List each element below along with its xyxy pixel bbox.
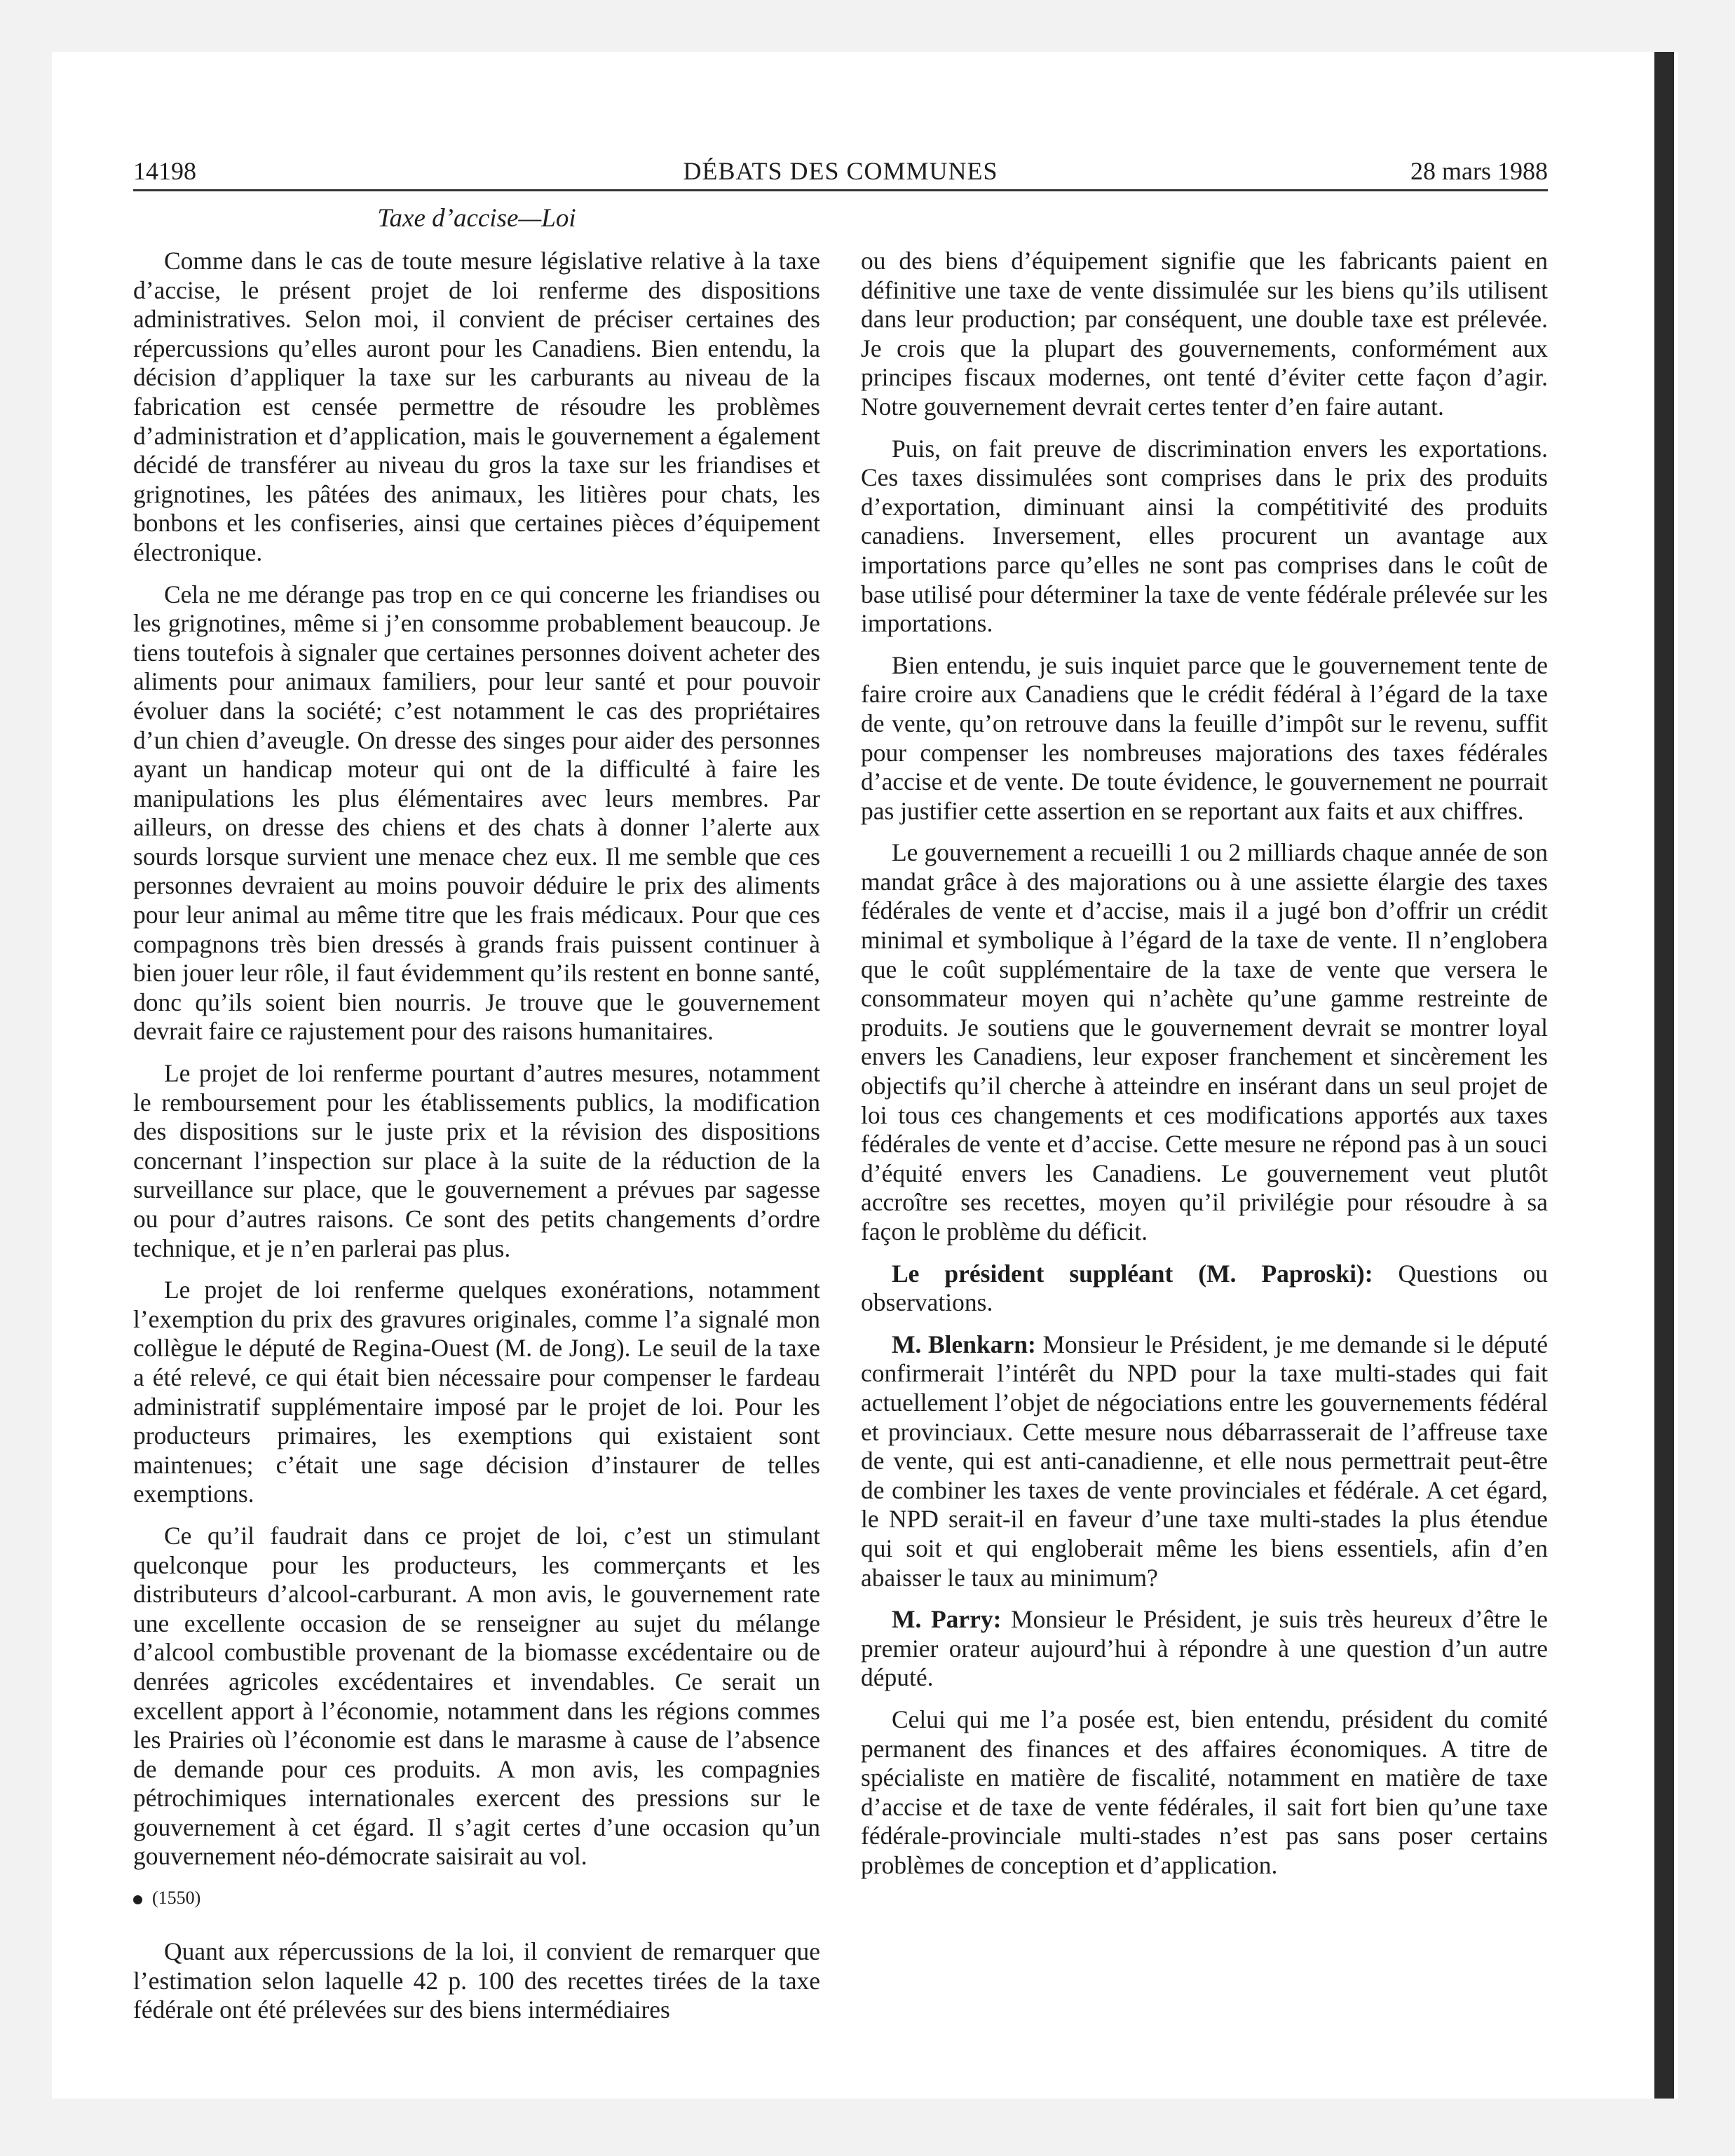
paragraph: Le projet de loi renferme pourtant d’autres mesures, notamment le remboursement pour les établissements publics, la modification des dispositions sur le juste prix et la révision des dispositions concernant l’inspection sur place à la suite de la réduction de la surveillance sur place, que le gouvernement a prévues par sagesse ou pour d’autres raisons. Ce sont des petits changements d’ordre technique, et je n’en parlerai pas plus. — [133, 1059, 820, 1262]
paragraph: Ce qu’il faudrait dans ce projet de loi, c’est un stimulant quelconque pour les producteurs, les commerçants et les distributeurs d’alcool-carburant. A mon avis, le gouvernement rate une excellente occasion de se renseigner au sujet du mélange d’alcool combustible provenant de la biomasse excédentaire ou de denrées agricoles excédentaires et invendables. Ce serait un excellent apport à l’économie, notamment dans les régions commes les Prairies où l’économie est dans le marasme à cause de l’absence de demande pour ces produits. A mon avis, les compagnies pétrochimiques internationales exercent des pressions sur le gouvernement à cet égard. Il s’agit certes d’une occasion qu’un gouvernement néo-démocrate saisirait au vol. — [133, 1521, 820, 1871]
paragraph: Puis, on fait preuve de discrimination envers les exportations. Ces taxes dissimulées sont comprises dans le prix des produits d’exportation, diminuant ainsi la compétitivité des produits canadiens. Inversement, elles procurent un avantage aux importations parce qu’elles ne sont pas comprises dans le coût de base utilisé pour déterminer la taxe de vente fédérale prélevée sur les importations. — [861, 434, 1548, 638]
speech-text: Monsieur le Président, je me demande si le député confirmerait l’intérêt du NPD pour la taxe multi-stades qui fait actuellement l’objet de négociations entre les gouvernements fédéral et provinciaux. Cette mesure nous débarrasserait de l’affreuse taxe de vente, qui est anti-canadienne, et elle nous permettrait peut-être de combiner les taxes de vente provinciales et fédérale. A cet égard, le NPD serait-il en faveur d’une taxe multi-stades la plus étendue qui soit et qui engloberait même les biens essentiels, afin d’en abaisser le taux au minimum? — [861, 1330, 1548, 1592]
speech-paragraph — [861, 1330, 1548, 1592]
paragraph: Cela ne me dérange pas trop en ce qui concerne les friandises ou les grignotines, même si j’en consomme probablement beaucoup. Je tiens toutefois à signaler que certaines personnes doivent acheter des aliments pour animaux familiers, pour leur santé et pour pouvoir évoluer dans la société; c’est notamment le cas des propriétaires d’un chien d’aveugle. On dresse des singes pour aider des personnes ayant un handicap moteur qui ont de la difficulté à faire les manipulations les plus élémentaires avec leurs membres. Par ailleurs, on dresse des chiens et des chats à donner l’alerte aux sourds lorsque survient une menace chez eux. Il me semble que ces personnes devraient au moins pouvoir déduire le prix des aliments pour leur animal au même titre que les frais médicaux. Pour que ces compagnons très bien dressés à grands frais puissent continuer à bien jouer leur rôle, il faut évidemment qu’ils restent en bonne santé, donc qu’ils soient bien nourris. Je trouve que le gouvernement devrait faire ce rajustement pour des raisons humanitaires. — [133, 580, 820, 1046]
paragraph: Le gouvernement a recueilli 1 ou 2 milliards chaque année de son mandat grâce à des majorations ou à une assiette élargie des taxes fédérales de vente et d’accise, mais il a jugé bon d’offrir un crédit minimal et symbolique à l’égard de la taxe de vente. Il n’englobera que le coût supplémentaire de la taxe de vente que versera le consommateur moyen qui n’achète qu’une gamme restreinte de produits. Je soutiens que le gouvernement devrait se montrer loyal envers les Canadiens, leur exposer franchement et sincèrement les objectifs qu’il cherche à atteindre en insérant dans un seul projet de loi tous ces changements et ces modifications apportés aux taxes fédérales de vente et d’accise. Cette mesure ne répond pas à un souci d’équité envers les Canadiens. Le gouvernement veut plutôt accroître ses recettes, moyen qu’il privilégie pour résoudre à sa façon le problème du déficit. — [861, 838, 1548, 1246]
bullet-dot-icon — [133, 1895, 142, 1904]
speech-text: Questions ou observations. — [861, 1259, 1548, 1317]
speaker-name: M. Parry: — [892, 1605, 1002, 1634]
speech-text: Monsieur le Président, je suis très heureux d’être le premier orateur aujourd’hui à répondre à une question d’un autre député. — [861, 1605, 1549, 1692]
left-column — [133, 247, 820, 2025]
speaker-name: Le président suppléant (M. Paproski): — [892, 1259, 1373, 1288]
scan-edge-bar — [1654, 52, 1674, 2099]
time-marker — [133, 1884, 820, 1912]
page-number: 14198 — [133, 157, 196, 185]
paragraph: Comme dans le cas de toute mesure législative relative à la taxe d’accise, le présent projet de loi renferme des dispositions administratives. Selon moi, il convient de préciser certaines des répercussions qu’elles auront pour les Canadiens. Bien entendu, la décision d’appliquer la taxe sur les carburants au niveau de la fabrication est censée permettre de résoudre les problèmes d’administration et d’application, mais le gouvernement a également décidé de transférer au niveau du gros la taxe sur les friandises et grignotines, les pâtées des animaux, les litières pour chats, les bonbons et les confiseries, ainsi que certaines pièces d’équipement électronique. — [133, 247, 820, 566]
page-header — [133, 153, 1548, 191]
speech-paragraph — [861, 1605, 1548, 1693]
right-column — [861, 247, 1548, 1880]
speaker-name: M. Blenkarn: — [892, 1330, 1036, 1358]
paragraph: Celui qui me l’a posée est, bien entendu, président du comité permanent des finances et des affaires économiques. A titre de spécialiste en matière de fiscalité, notamment en matière de taxe d’accise et de taxe de vente fédérales, il sait fort bien qu’une taxe fédérale-provinciale multi-stades n’est pas sans poser certains problèmes de conception et d’application. — [861, 1705, 1548, 1879]
publication-date: 28 mars 1988 — [1410, 157, 1548, 185]
paragraph: Bien entendu, je suis inquiet parce que le gouvernement tente de faire croire aux Canadiens que le crédit fédéral à l’égard de la taxe de vente, qu’on retrouve dans la feuille d’impôt sur le revenu, suffit pour compenser les nombreuses majorations des taxes fédérales d’accise et de vente. De toute évidence, le gouvernement ne pourrait pas justifier cette assertion en se reportant aux faits et aux chiffres. — [861, 650, 1548, 825]
paragraph: Le projet de loi renferme quelques exonérations, notamment l’exemption du prix des gravures originales, comme l’a signalé mon collègue le député de Regina-Ouest (M. de Jong). Le seuil de la taxe a été relevé, ce qui était bien nécessaire pour compenser le fardeau administratif supplémentaire imposé par le projet de loi. Pour les producteurs primaires, les exemptions qui existaient sont maintenues; c’était une sage décision d’instaurer de telles exemptions. — [133, 1276, 820, 1508]
section-subheading: Taxe d’accise—Loi — [377, 204, 576, 233]
publication-title: DÉBATS DES COMMUNES — [683, 157, 998, 185]
time-marker-text: (1550) — [152, 1888, 201, 1909]
paragraph: ou des biens d’équipement signifie que les fabricants paient en définitive une taxe de vente dissimulée sur les biens qu’ils utilisent dans leur production; par conséquent, une double taxe est prélevée. Je crois que la plupart des gouvernements, conformément aux principes fiscaux modernes, ont tenté d’éviter cette façon d’agir. Notre gouvernement devrait certes tenter d’en faire autant. — [861, 247, 1548, 421]
paragraph: Quant aux répercussions de la loi, il convient de remarquer que l’estimation selon laquelle 42 p. 100 des recettes tirées de la taxe fédérale ont été prélevées sur des biens intermédiaires — [133, 1937, 820, 2024]
speech-paragraph — [861, 1260, 1548, 1318]
